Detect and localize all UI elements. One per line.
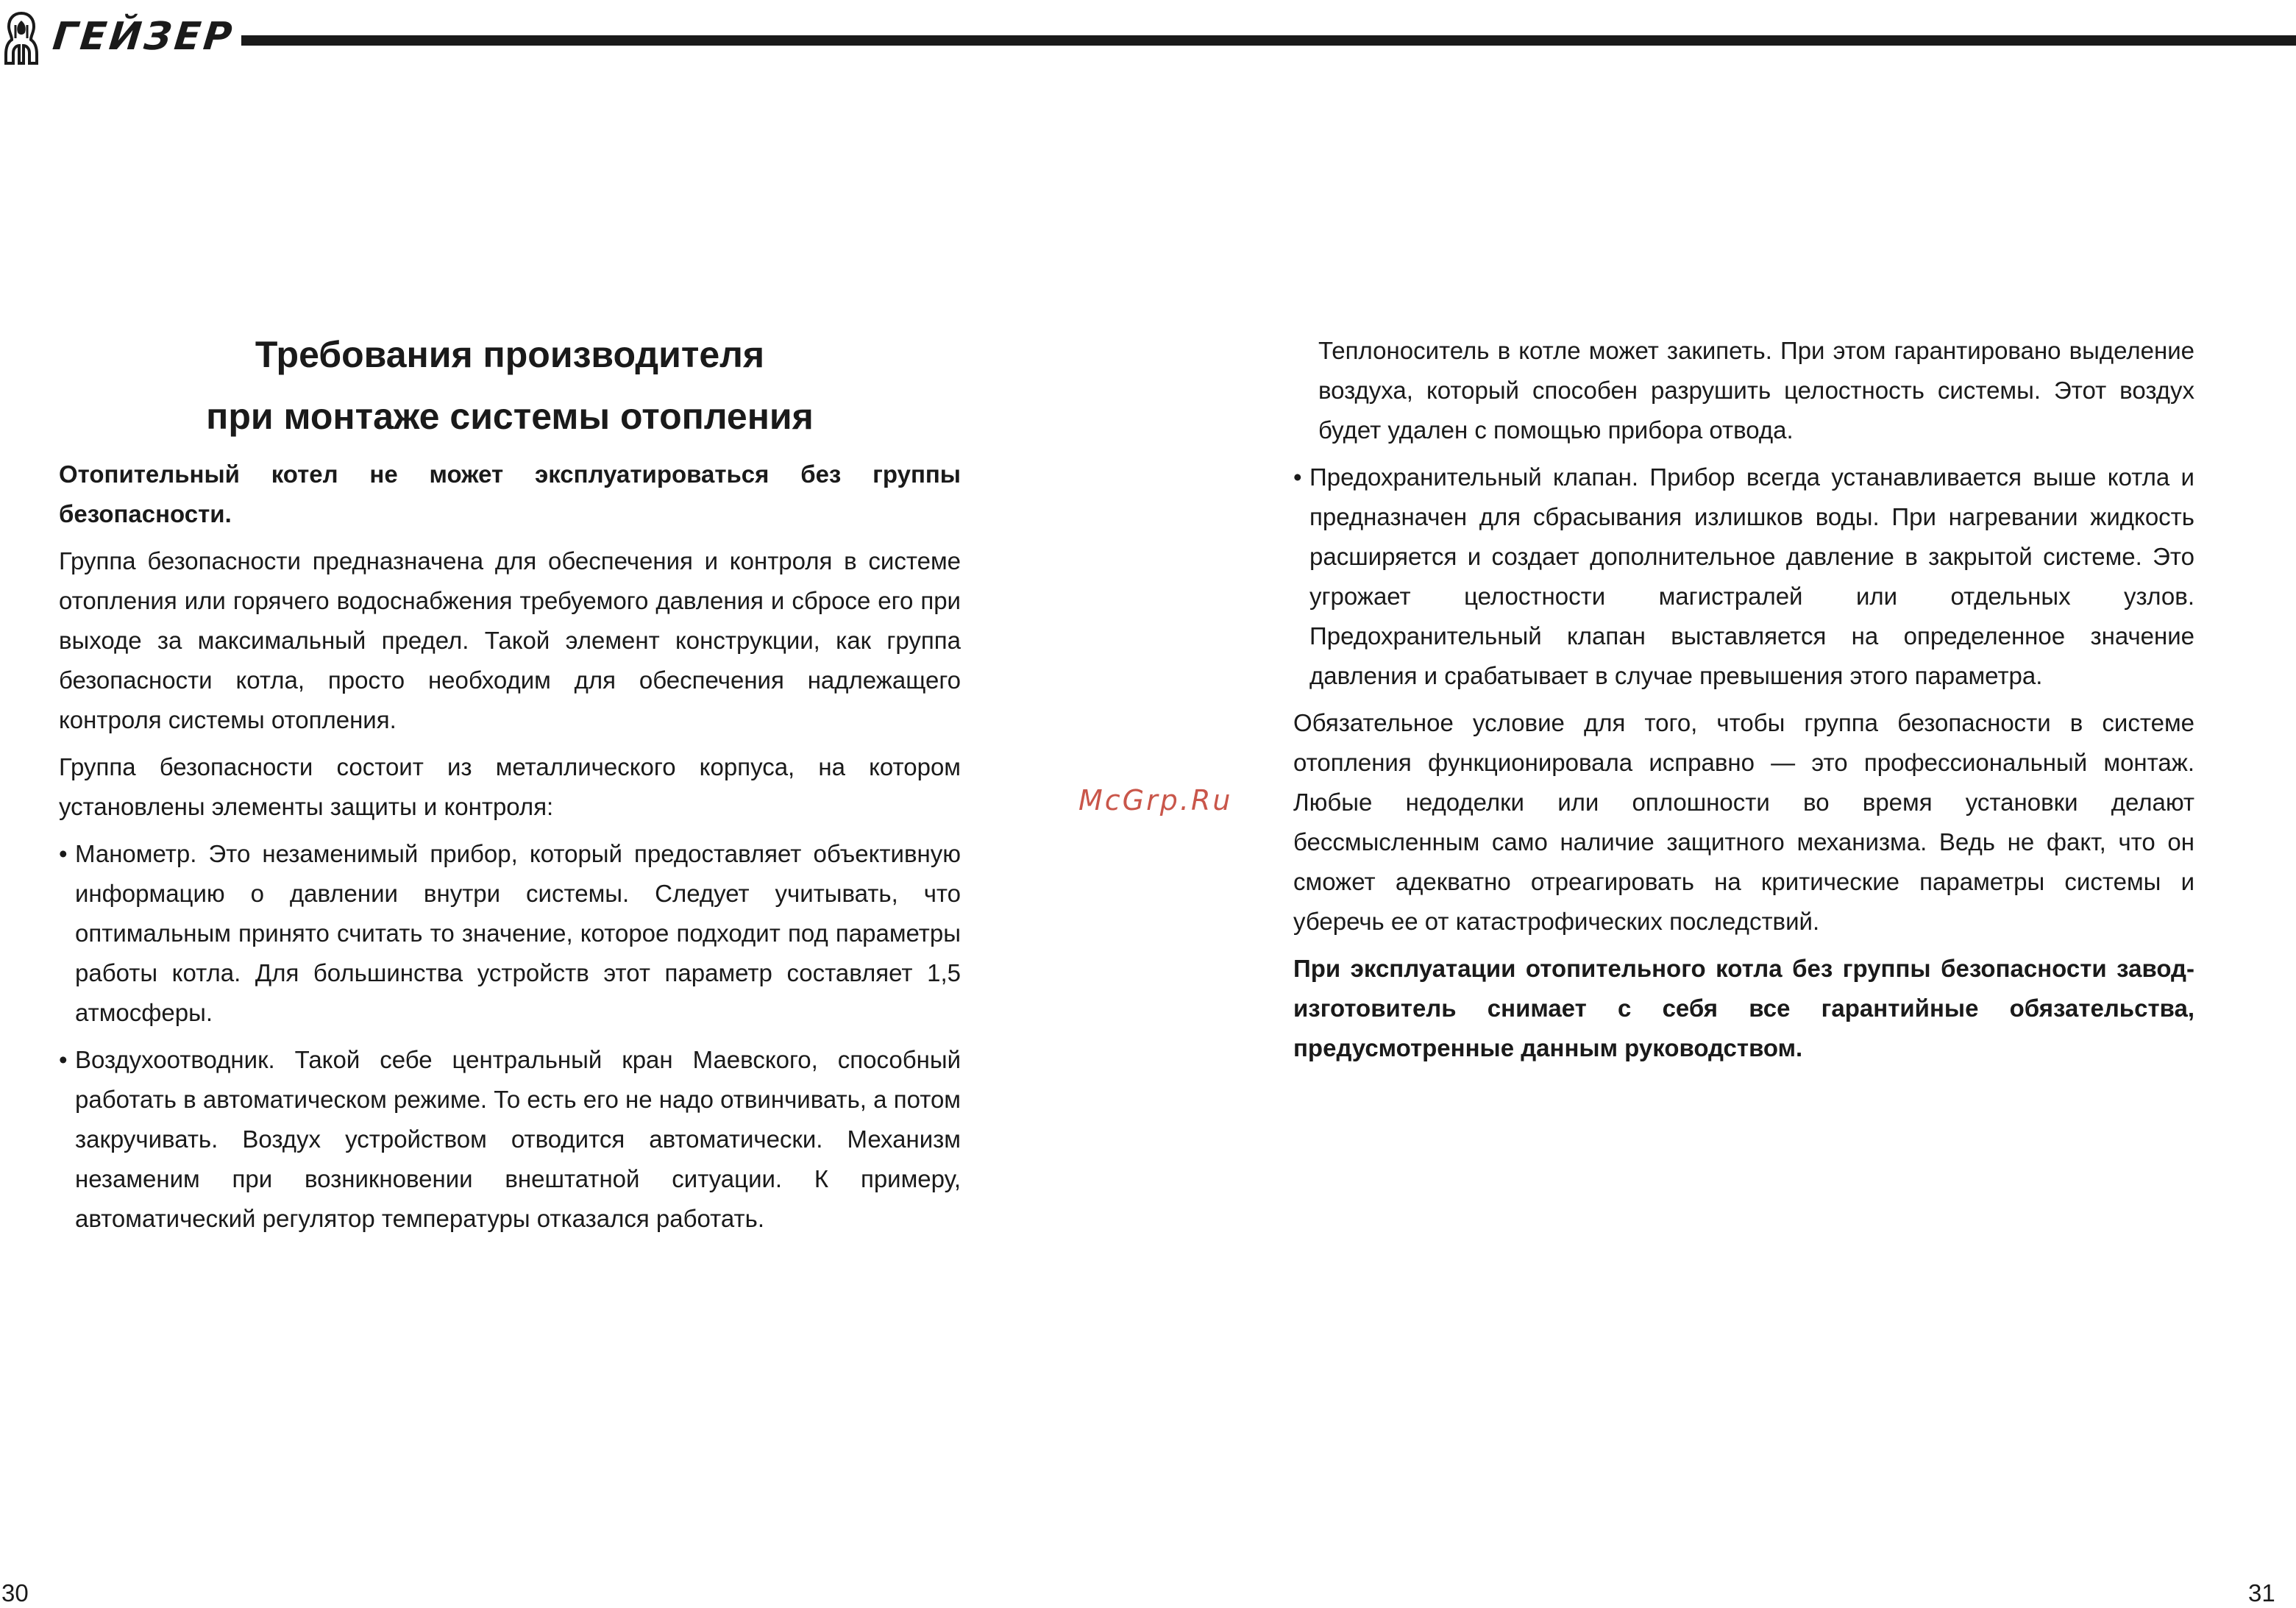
bullet-marker: •	[1293, 463, 1302, 491]
warranty-warning: При эксплуатации отопительного котла без группы безопасности завод-изготовитель снимает с себя все гарантийные обязательства, предусмотренные данным руководством.	[1293, 955, 2194, 1061]
list-item-air-vent	[59, 1040, 961, 1239]
paragraph-continuation: Теплоноситель в котле может закипеть. При этом гарантировано выделение воздуха, который способен разрушить целостность системы. Этот воздух будет удален с помощью прибора отвода.	[1318, 337, 2194, 444]
title-line-1: Требования производителя	[255, 334, 765, 375]
list-item-text: Манометр. Это незаменимый прибор, который предоставляет объективную информацию о давлении внутри системы. Следует учитывать, что оптимальным принято считать то значение, которое подходит под параметры работы котла. Для большинства устройств этот параметр составляет 1,5 атмосферы.	[75, 840, 961, 1026]
page-number-left: 30	[1, 1579, 29, 1607]
right-column	[1293, 331, 2194, 1068]
watermark: McGrp.Ru	[1078, 784, 1233, 817]
list-item-text: Воздухоотводник. Такой себе центральный кран Маевского, способный работать в автоматическом режиме. То есть его не надо отвинчивать, а потом закручивать. Воздух устройством отводится автоматически. Механизм незаменим при возникновении внештатной ситуации. К примеру, автоматический регулятор температуры отказался работать.	[75, 1046, 961, 1232]
title-line-2: при монтаже системы отопления	[206, 396, 814, 437]
brand-name: ГЕЙЗЕР	[50, 15, 237, 59]
page-number-right: 31	[2248, 1579, 2275, 1607]
lead-warning: Отопительный котел не может эксплуатироваться без группы безопасности.	[59, 460, 961, 527]
geyser-logo-icon	[3, 10, 40, 66]
bullet-marker: •	[59, 1046, 68, 1073]
page-header	[0, 0, 2296, 74]
list-item-manometer	[59, 834, 961, 1033]
bullet-marker: •	[59, 840, 68, 867]
list-item-text: Предохранительный клапан. Прибор всегда устанавливается выше котла и предназначен для сбрасывания излишков воды. При нагревании жидкость расширяется и создает дополнительное давление в закрытой системе. Это угрожает целостности магистралей или отдельных узлов. Предохранительный клапан выставляется на определенное значение давления и срабатывает в случае превышения этого параметра.	[1309, 463, 2194, 689]
page-title	[59, 324, 961, 447]
paragraph-purpose: Группа безопасности предназначена для обеспечения и контроля в системе отопления или горячего водоснабжения требуемого давления и сбросе его при выходе за максимальный предел. Такой элемент конструкции, как группа безопасности котла, просто необходим для обеспечения надлежащего контроля системы отопления.	[59, 547, 961, 733]
list-item-safety-valve	[1293, 458, 2194, 696]
paragraph-composition: Группа безопасности состоит из металлического корпуса, на котором установлены элементы защиты и контроля:	[59, 753, 961, 820]
left-column	[59, 324, 961, 1239]
header-rule	[241, 35, 2296, 46]
paragraph-installation: Обязательное условие для того, чтобы группа безопасности в системе отопления функционировала исправно — это профессиональный монтаж. Любые недоделки или оплошности во время установки делают бессмысленным само наличие защитного механизма. Ведь не факт, что он сможет адекватно отреагировать на критические параметры системы и уберечь ее от катастрофических последствий.	[1293, 709, 2194, 935]
